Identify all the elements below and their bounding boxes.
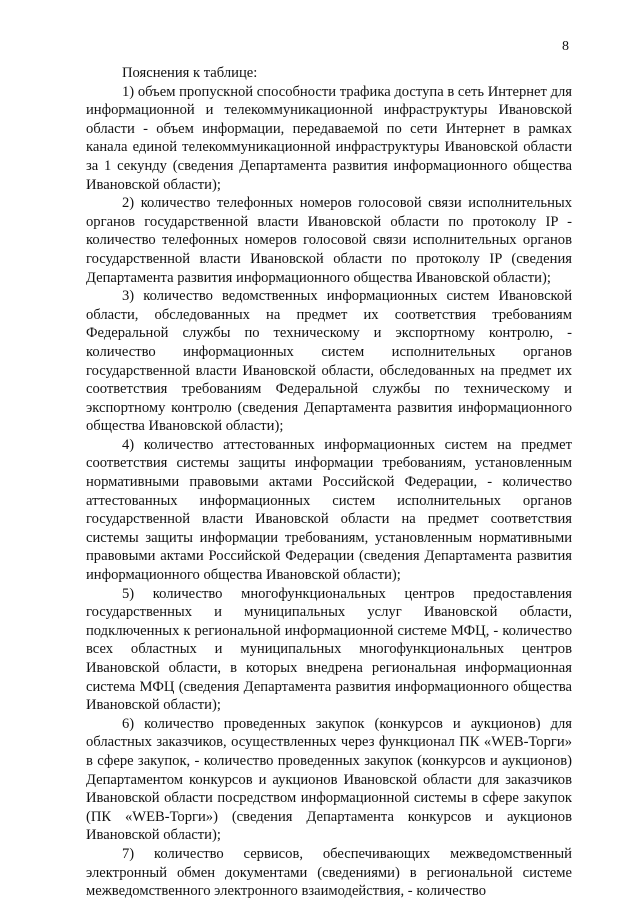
table-notes-heading: Пояснения к таблице: [122,65,258,81]
page-number: 8 [562,39,569,54]
note-paragraph-6: 6) количество проведенных закупок (конкурсов и аукционов) для областных заказчиков, осуществленных через функционал ПК «WEB-Торги» в сфере закупок, - количество проведенных закупок (конкурсов и аукционов) Департаментом конкурсов и аукционов Ивановской области для заказчиков Ивановской области посредством информационной системы в сфере закупок (ПК «WEB-Торги») (сведения Департамента конкурсов и аукционов Ивановской области); [86,715,572,844]
document-body [86,64,572,901]
note-paragraph-4: 4) количество аттестованных информационных систем на предмет соответствия системы защиты информации требованиям, установленным нормативными правовыми актами Российской Федерации, - количество аттестованных информационных систем исполнительных органов государственной власти Ивановской области на предмет соответствия системы защиты информации требованиям, установленным нормативными правовыми актами Российской Федерации (сведения Департамента развития информационного общества Ивановской области); [86,436,572,584]
note-paragraph-1: 1) объем пропускной способности трафика доступа в сеть Интернет для информационной и телекоммуникационной инфраструктуры Ивановской области - объем информации, передаваемой по сети Интернет в рамках канала единой телекоммуникационной инфраструктуры Ивановской области за 1 секунду (сведения Департамента развития информационного общества Ивановской области); [86,83,572,193]
note-paragraph-5: 5) количество многофункциональных центров предоставления государственных и муниципальных услуг Ивановской области, подключенных к региональной информационной системе МФЦ, - количество всех областных и муниципальных многофункциональных центров Ивановской области, в которых внедрена региональная информационная система МФЦ (сведения Департамента развития информационного общества Ивановской области); [86,585,572,714]
note-paragraph-2: 2) количество телефонных номеров голосовой связи исполнительных органов государственной власти Ивановской области по протоколу IP - количество телефонных номеров голосовой связи исполнительных органов государственной власти Ивановской области по протоколу IP (сведения Департамента развития информационного общества Ивановской области); [86,195,572,286]
note-paragraph-3: 3) количество ведомственных информационных систем Ивановской области, обследованных на предмет их соответствия требованиям Федеральной службы по техническому и экспортному контролю, - количество информационных систем исполнительных органов государственной власти Ивановской области, обследованных на предмет их соответствия требованиям Федеральной службы по техническому и экспортному контролю (сведения Департамента развития информационного общества Ивановской области); [86,288,572,435]
note-paragraph-7: 7) количество сервисов, обеспечивающих межведомственный электронный обмен документами (сведениями) в региональной системе межведомственного электронного взаимодействия, - количество [86,845,572,900]
